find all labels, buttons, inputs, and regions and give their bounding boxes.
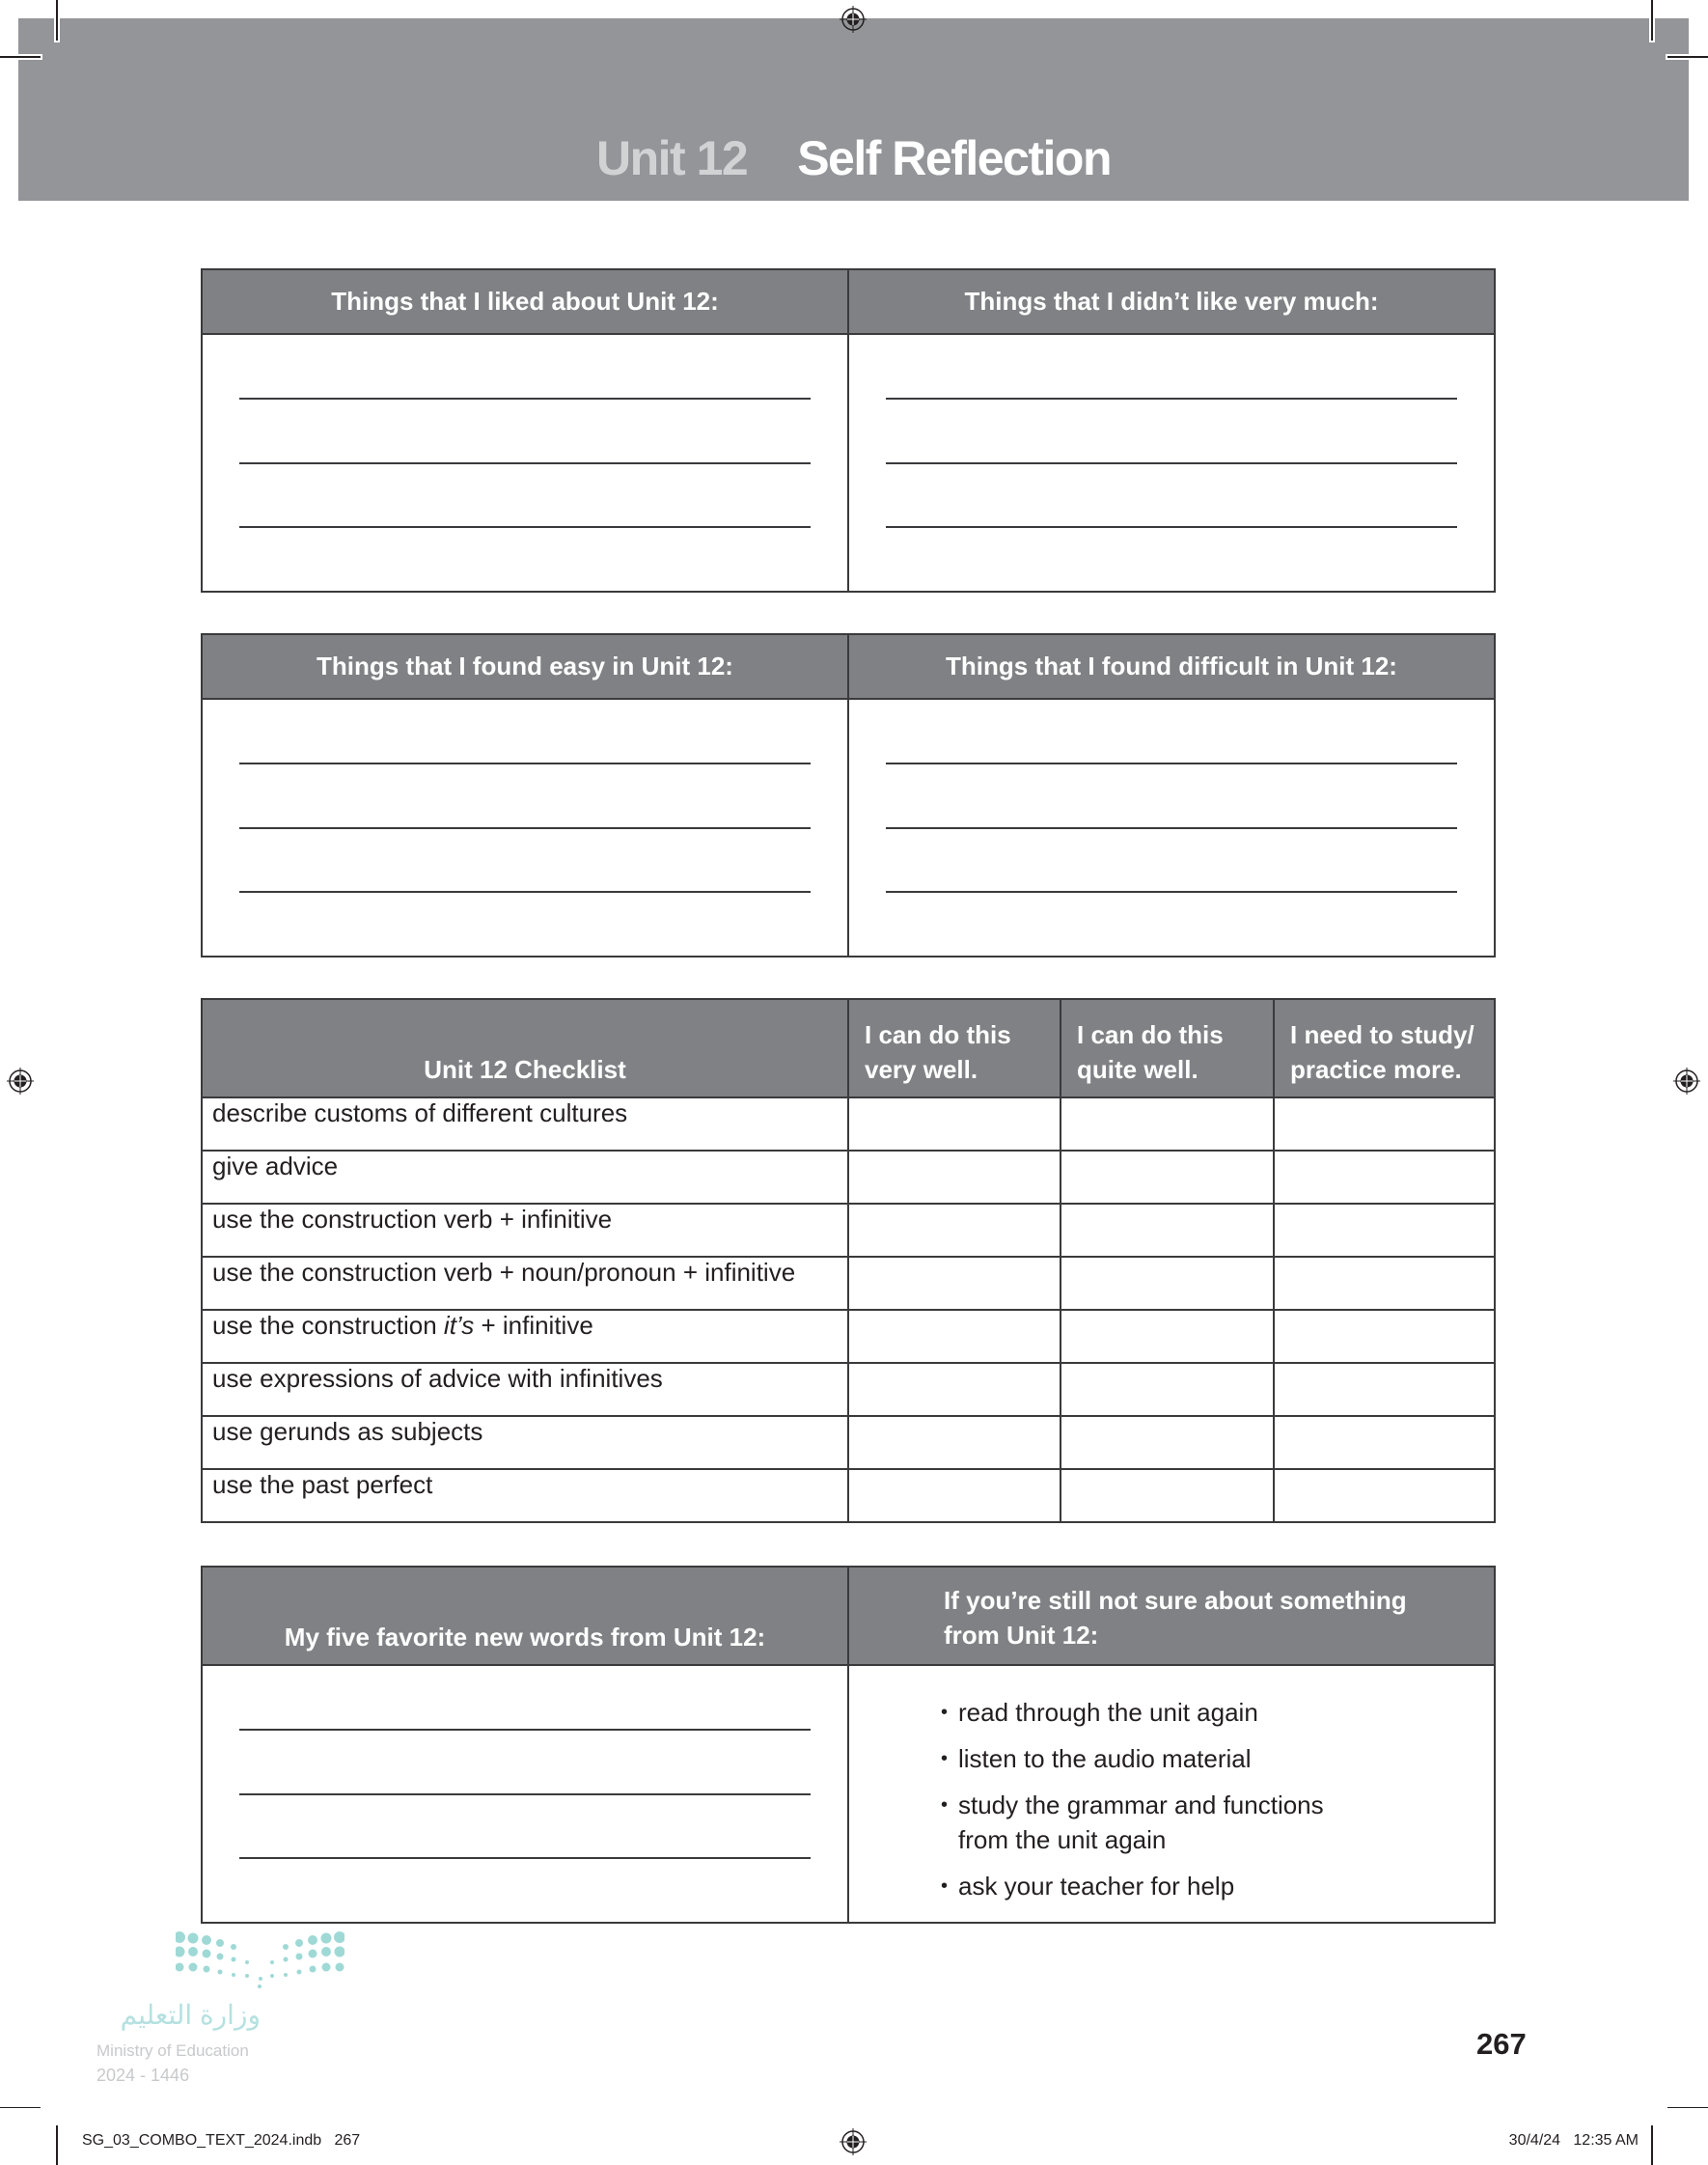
checklist-row [202,1363,1495,1416]
favorite-words-header: My five favorite new words from Unit 12: [202,1567,848,1665]
answer-line[interactable] [239,526,811,528]
crop-mark-top-right-horizontal [1667,56,1708,58]
rating-header-quite-well: I can do this quite well. [1061,999,1274,1097]
answer-line[interactable] [239,1793,811,1795]
answer-line[interactable] [886,827,1457,829]
help-tips-list [849,1666,1494,1903]
registration-mark-icon [1672,1067,1701,1096]
logo-dot [204,1966,210,1973]
crop-mark-top-right-vertical [1651,0,1653,41]
logo-dot [310,1966,317,1973]
checklist-checkbox-quite-well[interactable] [1061,1310,1274,1363]
checklist-skill: describe customs of different cultures [202,1097,848,1151]
ministry-dots-icon [176,1930,344,1990]
checklist-checkbox-very-well[interactable] [848,1257,1061,1310]
logo-dot [322,1963,331,1972]
answer-line[interactable] [239,462,811,464]
logo-dot [231,1944,236,1950]
ministry-year: 2024 - 1446 [96,2066,190,2085]
section-title: Self Reflection [797,131,1111,185]
easy-answer-area[interactable] [202,699,848,957]
registration-mark-icon [839,5,868,34]
difficult-header: Things that I found difficult in Unit 12: [848,634,1495,699]
logo-dot [218,1970,223,1975]
help-tip: • study the grammar and functions from the unit again [941,1788,1494,1857]
answer-line[interactable] [239,1729,811,1731]
checklist-row [202,1469,1495,1522]
logo-dot [176,1947,185,1957]
difficult-answer-area[interactable] [848,699,1495,957]
checklist-checkbox-very-well[interactable] [848,1204,1061,1257]
checklist-checkbox-very-well[interactable] [848,1469,1061,1522]
dislikes-header: Things that I didn’t like very much: [848,269,1495,334]
print-slug-timestamp: 30/4/24 12:35 AM [1508,2132,1639,2149]
logo-dot [188,1933,199,1944]
checklist-checkbox-quite-well[interactable] [1061,1363,1274,1416]
difficulty-table [201,633,1496,958]
ministry-arabic-name: وزارة التعليم [120,2000,261,2030]
help-tip: • read through the unit again [941,1695,1494,1730]
logo-dot [295,1939,303,1947]
logo-dot [188,1947,198,1957]
words-table [201,1566,1496,1924]
crop-mark-top-left-vertical [56,0,58,41]
logo-dot [245,1974,249,1978]
logo-dot [245,1960,249,1964]
rating-header-study-more: I need to study/ practice more. [1274,999,1495,1097]
crop-mark-top-left-horizontal [0,56,41,58]
answer-line[interactable] [886,462,1457,464]
logo-dot [321,1947,331,1957]
checklist-skill: give advice [202,1151,848,1204]
logo-dot [232,1957,236,1962]
checklist-checkbox-quite-well[interactable] [1061,1204,1274,1257]
answer-line[interactable] [239,763,811,764]
logo-dot [259,1977,262,1981]
checklist-checkbox-quite-well[interactable] [1061,1151,1274,1204]
logo-dot [217,1954,224,1960]
checklist-checkbox-study-more[interactable] [1274,1469,1495,1522]
logo-dot [309,1950,317,1958]
checklist-row [202,1151,1495,1204]
logo-dot [203,1950,211,1958]
logo-dot [258,1985,262,1988]
checklist-checkbox-quite-well[interactable] [1061,1469,1274,1522]
logo-dot [284,1973,288,1977]
checklist-checkbox-very-well[interactable] [848,1416,1061,1469]
ministry-english-name: Ministry of Education [96,2041,249,2060]
checklist-checkbox-study-more[interactable] [1274,1204,1495,1257]
answer-line[interactable] [886,891,1457,893]
rating-header-very-well: I can do this very well. [848,999,1061,1097]
checklist-row [202,1310,1495,1363]
answer-line[interactable] [886,526,1457,528]
logo-dot [232,1973,235,1977]
help-tip: • listen to the audio material [941,1741,1494,1776]
registration-mark-icon [6,1067,35,1096]
checklist-checkbox-very-well[interactable] [848,1310,1061,1363]
help-header: If you’re still not sure about something from Unit 12: [848,1567,1495,1665]
checklist-checkbox-study-more[interactable] [1274,1257,1495,1310]
checklist-table [201,998,1496,1523]
help-tip: • ask your teacher for help [941,1869,1494,1903]
checklist-checkbox-quite-well[interactable] [1061,1257,1274,1310]
checklist-skill: use the past perfect [202,1469,848,1522]
logo-dot [202,1935,211,1945]
logo-dot [176,1931,185,1943]
dislikes-answer-area[interactable] [848,334,1495,592]
checklist-row [202,1204,1495,1257]
checklist-checkbox-study-more[interactable] [1274,1310,1495,1363]
answer-line[interactable] [886,763,1457,764]
print-slug-file: SG_03_COMBO_TEXT_2024.indb 267 [82,2132,361,2149]
checklist-checkbox-very-well[interactable] [848,1363,1061,1416]
page-number: 267 [1476,2027,1527,2061]
checklist-checkbox-very-well[interactable] [848,1151,1061,1204]
logo-dot [308,1935,317,1945]
header-banner [18,18,1689,201]
checklist-checkbox-very-well[interactable] [848,1097,1061,1151]
logo-dot [297,1970,302,1975]
answer-line[interactable] [239,891,811,893]
checklist-checkbox-quite-well[interactable] [1061,1416,1274,1469]
logo-dot [189,1963,198,1972]
likes-header: Things that I liked about Unit 12: [202,269,848,334]
crop-mark-bottom-left-vertical [56,2125,58,2165]
logo-dot [270,1960,274,1964]
answer-line[interactable] [886,398,1457,400]
logo-dot [336,1963,344,1972]
checklist-title: Unit 12 Checklist [202,999,848,1097]
crop-mark-bottom-right-vertical [1651,2125,1653,2165]
checklist-checkbox-study-more[interactable] [1274,1097,1495,1151]
checklist-checkbox-quite-well[interactable] [1061,1097,1274,1151]
crop-mark-bottom-left-horizontal [0,2107,41,2108]
checklist-skill: use the construction verb + infinitive [202,1204,848,1257]
favorite-words-answer-area[interactable] [202,1665,848,1923]
logo-dot [216,1939,224,1947]
answer-line[interactable] [239,398,811,400]
ministry-logo [96,1930,347,2085]
checklist-row [202,1257,1495,1310]
logo-dot [270,1974,274,1978]
crop-mark-bottom-right-horizontal [1667,2107,1708,2108]
page-title [18,130,1689,186]
checklist-row [202,1416,1495,1469]
logo-dot [284,1957,289,1962]
checklist-skill: use expressions of advice with infinitives [202,1363,848,1416]
checklist-row [202,1097,1495,1151]
checklist-skill: use gerunds as subjects [202,1416,848,1469]
logo-dot [335,1947,345,1957]
checklist-checkbox-study-more[interactable] [1274,1416,1495,1469]
checklist-checkbox-study-more[interactable] [1274,1363,1495,1416]
answer-line[interactable] [239,827,811,829]
easy-header: Things that I found easy in Unit 12: [202,634,848,699]
logo-dot [176,1963,184,1972]
likes-answer-area[interactable] [202,334,848,592]
logo-dot [283,1944,289,1950]
unit-label: Unit 12 [596,131,748,185]
answer-line[interactable] [239,1857,811,1859]
logo-dot [321,1933,332,1944]
logo-dot [296,1954,303,1960]
checklist-skill: use the construction verb + noun/pronoun + infinitive [202,1257,848,1310]
registration-mark-icon [839,2127,868,2156]
logo-dot [334,1931,344,1943]
likes-table [201,268,1496,593]
checklist-skill: use the construction it’s + infinitive [202,1310,848,1363]
help-tips-cell [848,1665,1495,1923]
checklist-checkbox-study-more[interactable] [1274,1151,1495,1204]
